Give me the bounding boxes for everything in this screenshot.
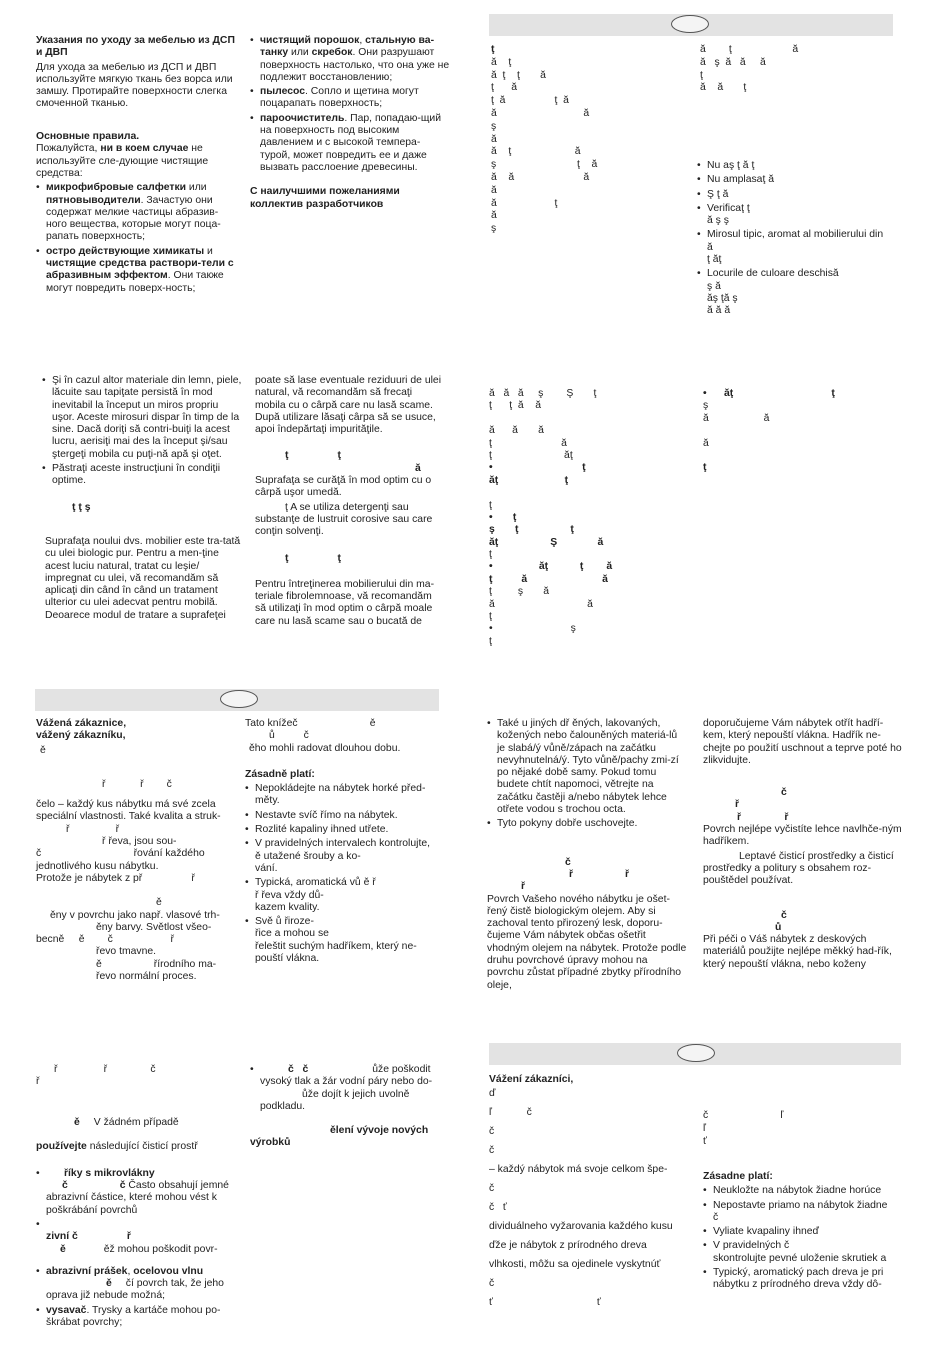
text-fragment-line: ă ă ă — [491, 171, 590, 183]
text-run: V žádném případě — [93, 1116, 179, 1128]
text-run-bold: пароочиститель — [260, 112, 345, 124]
text-fragment-line: ă ă — [491, 107, 590, 119]
section-header-bar-romanian — [489, 14, 893, 36]
paragraph: Povrch Vašeho nového nábytku je ošet-řený čistě biologickým olejem. Aby si zachoval tento přirozený lesk, doporu-čujeme Vám nábytek občas ošetřit vhodným olejem na nábytek. Protože podle druhu povrchové úpravy mohou na povrchu zůstat případné zbytky přírodního oleje, — [487, 893, 687, 991]
text-fragment: ě — [40, 744, 46, 756]
paragraph: čelo – každý kus nábytku má své zcela speciální vlastnosti. Také kvalita a struk- — [36, 799, 221, 823]
text-run: . Trysky a kartáče mohou po-škrábat povrchy; — [46, 1304, 221, 1329]
text-run: ůže dojít k jejich uvolně — [302, 1088, 410, 1100]
list-item — [36, 1305, 236, 1330]
text-run: následující čisticí prostř — [86, 1141, 198, 1153]
list-item: • Ş ţ ă — [697, 189, 897, 201]
text-fragment-line: č — [489, 1145, 495, 1157]
list-item: • Rozlité kapaliny ihned utřete. — [245, 824, 440, 836]
text-fragment-line: dividuálneho vyžarovania každého kusu — [489, 1221, 673, 1233]
paragraph: ů č — [269, 730, 309, 742]
text-fragment-line: ă ă ţ — [700, 82, 747, 94]
text-run-bold: ни в коем случае — [100, 143, 189, 155]
text-fragment-line: ţ ţ ă ă — [489, 400, 541, 412]
subheading-fragment: ţ ţ — [285, 552, 341, 564]
text-fragment-line: ľ č — [489, 1107, 532, 1119]
text-run: ůže poškodit — [372, 1064, 431, 1075]
paragraph: řevo normální proces. — [96, 971, 197, 983]
text-fragment: ř ř č — [102, 778, 172, 790]
bullet-list — [697, 160, 897, 318]
text-run: не используйте сле-дующие чистящие средства: — [36, 143, 209, 179]
text-fragment-line: ă ă ă — [489, 425, 544, 437]
list-item — [250, 113, 450, 174]
closing-signature: С наилучшими пожеланиями коллектив разработчиков — [250, 186, 400, 210]
czech-bottom-column-2 — [250, 1064, 450, 1152]
text-fragment-line: vlhkosti, môžu sa ojedinele vyskytnúť — [489, 1259, 661, 1271]
list-item: • Typická, aromatická vů ě ř ř řeva vždy dů- kazem kvality. — [245, 877, 440, 914]
text-run-bold: микрофибровые салфетки — [46, 182, 187, 194]
text-fragment-line: ş — [491, 120, 497, 132]
paragraph: ř řeva, jsou sou- — [102, 836, 177, 848]
list-item: • Tyto pokyny dobře uschovejte. — [487, 818, 687, 830]
text-fragment-line: ă ă — [703, 412, 770, 424]
text-fragment: ě — [156, 897, 162, 909]
text-fragment-line: ţ — [703, 462, 707, 474]
text-fragment-line: ţ ă — [489, 437, 567, 449]
bullet-list — [250, 35, 450, 174]
list-item: • Neukložte na nábytok žiadne horúce — [703, 1185, 903, 1197]
paragraph: ěho mohli radovat dlouhou dobu. — [249, 742, 401, 754]
text-fragment-line: ľ — [703, 1123, 707, 1134]
text-run: . Они также могут повредить поверх-ность; — [46, 270, 224, 294]
bullet-list — [703, 1185, 903, 1291]
text-run: , — [359, 35, 366, 46]
text-run-bold: používejte — [36, 1141, 87, 1153]
text-fragment-line: ăţ Ş ă — [489, 536, 604, 548]
greeting: Vážení zákazníci, — [489, 1074, 574, 1085]
slovak-fragments — [703, 1110, 903, 1149]
subheading-fragment: ř — [521, 881, 526, 893]
bullet-list — [487, 718, 687, 831]
text-run-bold: ě — [106, 1278, 112, 1290]
text-fragment-line: ă ă ă ş Ş ţ — [489, 388, 597, 399]
list-item — [36, 1266, 236, 1303]
czech-column-4 — [703, 718, 903, 979]
paragraph — [36, 119, 236, 180]
list-item: • V pravidelných intervalech kontrolujte, ě utažené šrouby a ko- vání. — [245, 838, 440, 875]
list-item — [36, 182, 236, 243]
list-item: • Vyliate kvapaliny ihneď — [703, 1226, 903, 1238]
text-run: vysoký tlak a žár vodní páry nebo do- — [260, 1076, 433, 1088]
bullet-list — [250, 1064, 450, 1113]
paragraph: Leptavé čisticí prostředky a čisticí prostředky a politury s obsahem roz-pouštědel používat. — [703, 850, 894, 887]
text-fragment-line: ă ţ ţ ă — [491, 69, 546, 81]
paragraph: Protože je nábytek z př ř — [36, 872, 195, 884]
text-run-bold: ě — [60, 1243, 66, 1255]
text-run: Пожалуйста, — [36, 143, 101, 155]
list-item: • Şi în cazul altor materiale din lemn, piele, lăcuite sau tapiţate persistă în mod inevitabil la început un miros propriu uşor. Aceste mirosuri dispar în timp de la sine. Dacă doriţi să contri-buiţi la acest lucru, aerisiţi mai des la început şi/sau ştergeţi mobila cu puţi-nă apă şi oţet. — [42, 375, 242, 461]
text-fragment-line: ţ ăţ — [489, 449, 573, 461]
russian-column-1 — [36, 35, 236, 303]
paragraph: becně ě č ř — [36, 934, 175, 946]
language-badge — [671, 15, 709, 33]
paragraph: poate să lase eventuale reziduuri de ulei natural, vă recomandăm să frecaţi mobila cu o cârpă care nu lasă scame. După utilizare lăsaţi cârpa să se usuce, apoi îndepărtaţi impurităţile. — [255, 375, 442, 436]
text-fragment-line: ş ţ ă — [491, 159, 598, 171]
paragraph: Tato knížeč ě — [245, 718, 376, 729]
section-heading: Указания по уходу за мебелью из ДСП и ДВП — [36, 35, 235, 59]
text-fragment-line: ţ — [489, 549, 492, 561]
text-run: čí povrch tak, že jeho oprava již nebude možná; — [46, 1278, 224, 1302]
paragraph: Suprafaţa noului dvs. mobilier este tra-tată cu ulei biologic pur. Pentru a men-ţine acest luciu natural, tratat cu leşie/ impregnat cu ulei, vă recomandăm să aplicaţi din când în când un tratament ulterior cu ulei adecvat pentru mobilă. Deoarece modul de tratare a suprafeţei — [45, 535, 241, 621]
paragraph: doporučujeme Vám nábytek otřít hadří-kem, který nepouští vlákna. Hadřík ne-chejte po použití uschnout a teprve poté ho zlikvidujte. — [703, 718, 902, 766]
closing-signature: ělení vývoje nových výrobků — [250, 1125, 429, 1149]
text-fragment-line — [703, 425, 903, 437]
text-fragment-line: • ăţ ţ ă — [489, 561, 613, 573]
text-fragment-line: ţ ş ă — [489, 586, 550, 598]
text-run-bold: ě — [74, 1116, 80, 1128]
subheading-fragment: ř — [735, 799, 740, 811]
czech-column-1 — [36, 718, 236, 983]
text-fragment-line: – každý nábytok má svoje celkom špe- — [489, 1164, 668, 1176]
paragraph: Для ухода за мебелью из ДСП и ДВП используйте мягкую ткань без ворса или замшу. Протирайте поверхности слегка смоченной тканью. — [36, 61, 233, 110]
text-fragment-line: ă ţ ă — [491, 146, 581, 158]
list-item — [250, 86, 450, 111]
text-fragment: ř ř č — [54, 1064, 156, 1075]
subheading-fragment: č — [781, 787, 787, 799]
paragraph: ţ A se utiliza detergenţi sau substanţe de lustruit corosive sau care conţin solvenţi. — [255, 501, 433, 538]
text-fragment-line: ş — [703, 400, 709, 412]
text-fragment-line: ţ ă — [491, 82, 517, 94]
language-badge — [220, 690, 258, 708]
text-fragment-line: ă ţ — [491, 197, 558, 209]
text-run-bold: пятновыводители — [46, 194, 141, 206]
bullet-list — [36, 182, 236, 295]
text-fragment-line: ă — [703, 437, 709, 449]
subheading-fragment: ů — [775, 921, 782, 933]
russian-column-2 — [250, 35, 450, 213]
list-item: • Nepostavte priamo na nábytok žiadne č — [703, 1200, 903, 1225]
text-fragment-line: ă — [491, 184, 497, 196]
text-run: Často obsahují jemné abrazivní částice, které mohou vést k poškrábání povrchů — [46, 1180, 229, 1216]
text-fragment: ř ř — [66, 823, 120, 835]
text-fragment-line: ţ ă ă — [489, 573, 608, 585]
text-fragment-line: ă — [491, 210, 497, 222]
text-fragment-line: ă ş ă ă ă — [700, 56, 766, 68]
paragraph: ěny barvy. Světlost všeo- — [96, 921, 212, 933]
romanian-mid-column-2 — [255, 375, 445, 636]
text-run: . Зачастую они содержат мелкие частицы абразив-ного вещества, которые могут поца-рапать поверхность; — [46, 194, 221, 243]
slovak-column-2 — [703, 1110, 903, 1300]
text-fragment-line: ă ţ — [491, 56, 512, 68]
text-fragment-line: ţ — [489, 611, 492, 623]
list-item: • Verificaţ ţ ă ş ş — [697, 203, 897, 228]
text-run-bold: vysavač — [46, 1304, 87, 1316]
text-run: или — [288, 47, 312, 59]
romanian-mid-column-1 — [42, 375, 242, 630]
language-badge — [677, 1044, 715, 1062]
list-item: • Locurile de culoare deschisă ş ă ăş ţă ş ă ă ă — [697, 268, 897, 317]
text-fragment-line: ţ ă ţ ă — [491, 95, 569, 107]
text-run: и — [204, 245, 213, 257]
slovak-column-1 — [489, 1074, 689, 1316]
czech-column-3 — [487, 718, 687, 1000]
text-run: podkladu. — [260, 1100, 306, 1112]
paragraph: č řování každého jednotlivého kusu nábytku. — [36, 848, 208, 872]
subheading-fragment: ř ř — [737, 811, 789, 823]
text-run-bold: říky s mikrovlákny — [64, 1167, 155, 1179]
text-fragment-line: č ľ — [703, 1110, 784, 1121]
subheading-fragment: ă — [415, 462, 421, 474]
section-heading: Основные правила. — [36, 131, 140, 143]
bullet-list — [42, 375, 242, 488]
text-fragment-line: č — [489, 1183, 495, 1195]
subheading-fragment: ţ ţ — [285, 450, 341, 462]
text-fragment-line: ďže je nábytok z prírodného dreva — [489, 1240, 647, 1252]
text-fragment-line: ă — [491, 133, 497, 145]
czech-bottom-column-1 — [36, 1064, 236, 1337]
list-item: • Nu aş ţ ă ţ — [697, 160, 897, 172]
text-fragment-line: ă ţ ă — [700, 44, 799, 55]
text-fragment-line: ş ţ ţ — [489, 524, 574, 536]
text-fragment-line: ăţ ţ — [489, 474, 569, 486]
list-item — [250, 35, 450, 84]
text-fragment-line: ţ — [700, 69, 703, 81]
subheading-fragment: č — [565, 856, 571, 868]
bullet-list — [245, 783, 440, 965]
text-run: . Сопло и щетина могут поцарапать поверхность; — [260, 86, 419, 110]
text-fragment-line: ă ă — [489, 598, 593, 610]
text-fragment-line — [489, 413, 689, 425]
list-item: • Păstraţi aceste instrucţiuni în condiţii optime. — [42, 463, 242, 488]
text-run-bold: zivní č ř — [46, 1231, 131, 1243]
greeting: Vážená zákaznice, vážený zákazníku, — [36, 718, 127, 742]
text-run-bold: ocelovou vlnu — [133, 1265, 204, 1277]
text-fragment: ř — [36, 1076, 40, 1088]
text-run: , — [127, 1265, 134, 1277]
paragraph: Při péči o Váš nábytek z deskových materiálů použijte nejlépe měkký had-řík, který nepouští vlákna, nebo koženy — [703, 934, 892, 970]
paragraph: ě řírodního ma- — [96, 958, 217, 970]
text-run: . Они разрушают поверхность настолько, что она уже не подлежит восстановлению; — [260, 47, 450, 83]
text-run-bold: пылесос — [260, 86, 306, 98]
text-fragment-line — [489, 487, 689, 499]
text-fragment-line: • ţ — [489, 462, 586, 474]
list-item — [36, 1219, 236, 1256]
subheading-fragment: ř ř — [569, 868, 630, 880]
section-heading: Zásadně platí: — [245, 768, 315, 780]
czech-column-2 — [245, 718, 440, 973]
text-run-bold: abrazivní prášek — [46, 1265, 128, 1277]
text-fragment-line: č ť — [489, 1202, 507, 1214]
romanian-column-1-fragments — [491, 44, 691, 236]
text-run: ěž mohou poškodit povr- — [103, 1243, 218, 1255]
section-header-bar-czech — [35, 689, 439, 711]
list-item — [36, 246, 236, 295]
list-item: • Mirosul tipic, aromat al mobilierului din ă ţ ăţ — [697, 229, 897, 266]
list-item: • V pravidelných č skontrolujte pevné uloženie skrutiek a — [703, 1240, 903, 1265]
romanian-column-2-fragments — [700, 44, 900, 95]
text-fragment-line: • ţ — [489, 511, 517, 523]
text-fragment-line: ţ — [489, 499, 492, 511]
text-fragment-line: č — [489, 1126, 495, 1138]
text-run-bold: чистящие средства раствори-тели с абразивным эффектом — [46, 258, 234, 282]
text-run: . Пар, попадаю-щий на поверхность под высоким давлением и с высокой темпера-турой, может повредить ее и даже вызвать расслоение древесины. — [260, 112, 442, 173]
text-run-bold: чистящий порошок — [260, 35, 360, 46]
text-run-bold: остро действующие химикаты — [46, 245, 205, 257]
paragraph: ěny v povrchu jako např. vlasové trh- — [50, 909, 220, 921]
list-item: • Svě ů řiroze- řice a mohou se řeleštit suchým hadříkem, který ne- pouští vlákna. — [245, 916, 440, 965]
text-fragment-line: ď — [489, 1088, 496, 1100]
text-run-bold: č č — [62, 1180, 126, 1192]
list-item: • Nepokládejte na nábytek horké před- měty. — [245, 783, 440, 808]
romanian-mid-column-3-fragments — [489, 388, 689, 648]
list-item: • Nu amplasaţ ă — [697, 174, 897, 186]
list-item: • Také u jiných dř ěných, lakovaných, kožených nebo čalouněných materiá-lů je slabá/ý vůně/zápach na začátku nevyhnutelná/ý. Tyto vůně/pachy zmi-zí po nějaké době samy. Pokud tomu budete chtít napomoci, větrejte na začátku častěji a/nebo nábytek lehce otřete vodou s trochou octa. — [487, 718, 687, 816]
paragraph: Pentru întreţinerea mobilierului din ma-teriale fibrolemnoase, vă recomandăm să utilizaţi în mod optim o cârpă moale care nu lasă scame sau o bucată de — [255, 578, 435, 627]
text-fragment-line — [703, 450, 903, 462]
list-item — [36, 1168, 236, 1217]
list-item: • Typický, aromatický pach dreva je pri nábytku z prírodného dreva vždy dô- — [703, 1267, 903, 1292]
text-fragment-line: • ş — [489, 623, 576, 635]
romanian-column-2 — [697, 160, 897, 326]
text-run-bold: č č — [288, 1064, 309, 1075]
subheading-fragment: č — [781, 909, 787, 921]
paragraph: řevo tmavne. — [96, 946, 157, 958]
subheading-fragment: ţ ţ ş — [72, 501, 91, 513]
bullet-list — [36, 1168, 236, 1330]
text-fragment-line: ť ť — [489, 1297, 601, 1309]
text-fragment-line: ť — [703, 1136, 707, 1147]
text-fragment-line: ş — [491, 223, 497, 235]
paragraph — [36, 1105, 236, 1154]
section-header-bar-slovak — [489, 1043, 901, 1065]
text-run: или — [186, 182, 207, 194]
list-item — [250, 1064, 450, 1113]
list-item: • Nestavte svíč římo na nábytek. — [245, 810, 440, 822]
text-fragment-line: ţ — [489, 635, 492, 647]
text-run-bold: скребок — [311, 47, 353, 59]
text-fragment-line: • ăţ ţ — [703, 388, 835, 399]
text-fragment-line: ţ — [491, 44, 495, 55]
romanian-mid-column-4-fragments — [703, 388, 903, 475]
section-heading: Zásadne platí: — [703, 1171, 773, 1182]
text-fragment-line: č — [489, 1278, 495, 1290]
paragraph: Suprafaţa se curăţă în mod optim cu o cârpă uşor umedă. — [255, 475, 432, 499]
text-run-bold: стальную ва-танку — [260, 35, 435, 59]
paragraph: Povrch nejlépe vyčistíte lehce navlhče-ným hadříkem. — [703, 824, 902, 848]
slovak-fragments — [489, 1088, 689, 1316]
